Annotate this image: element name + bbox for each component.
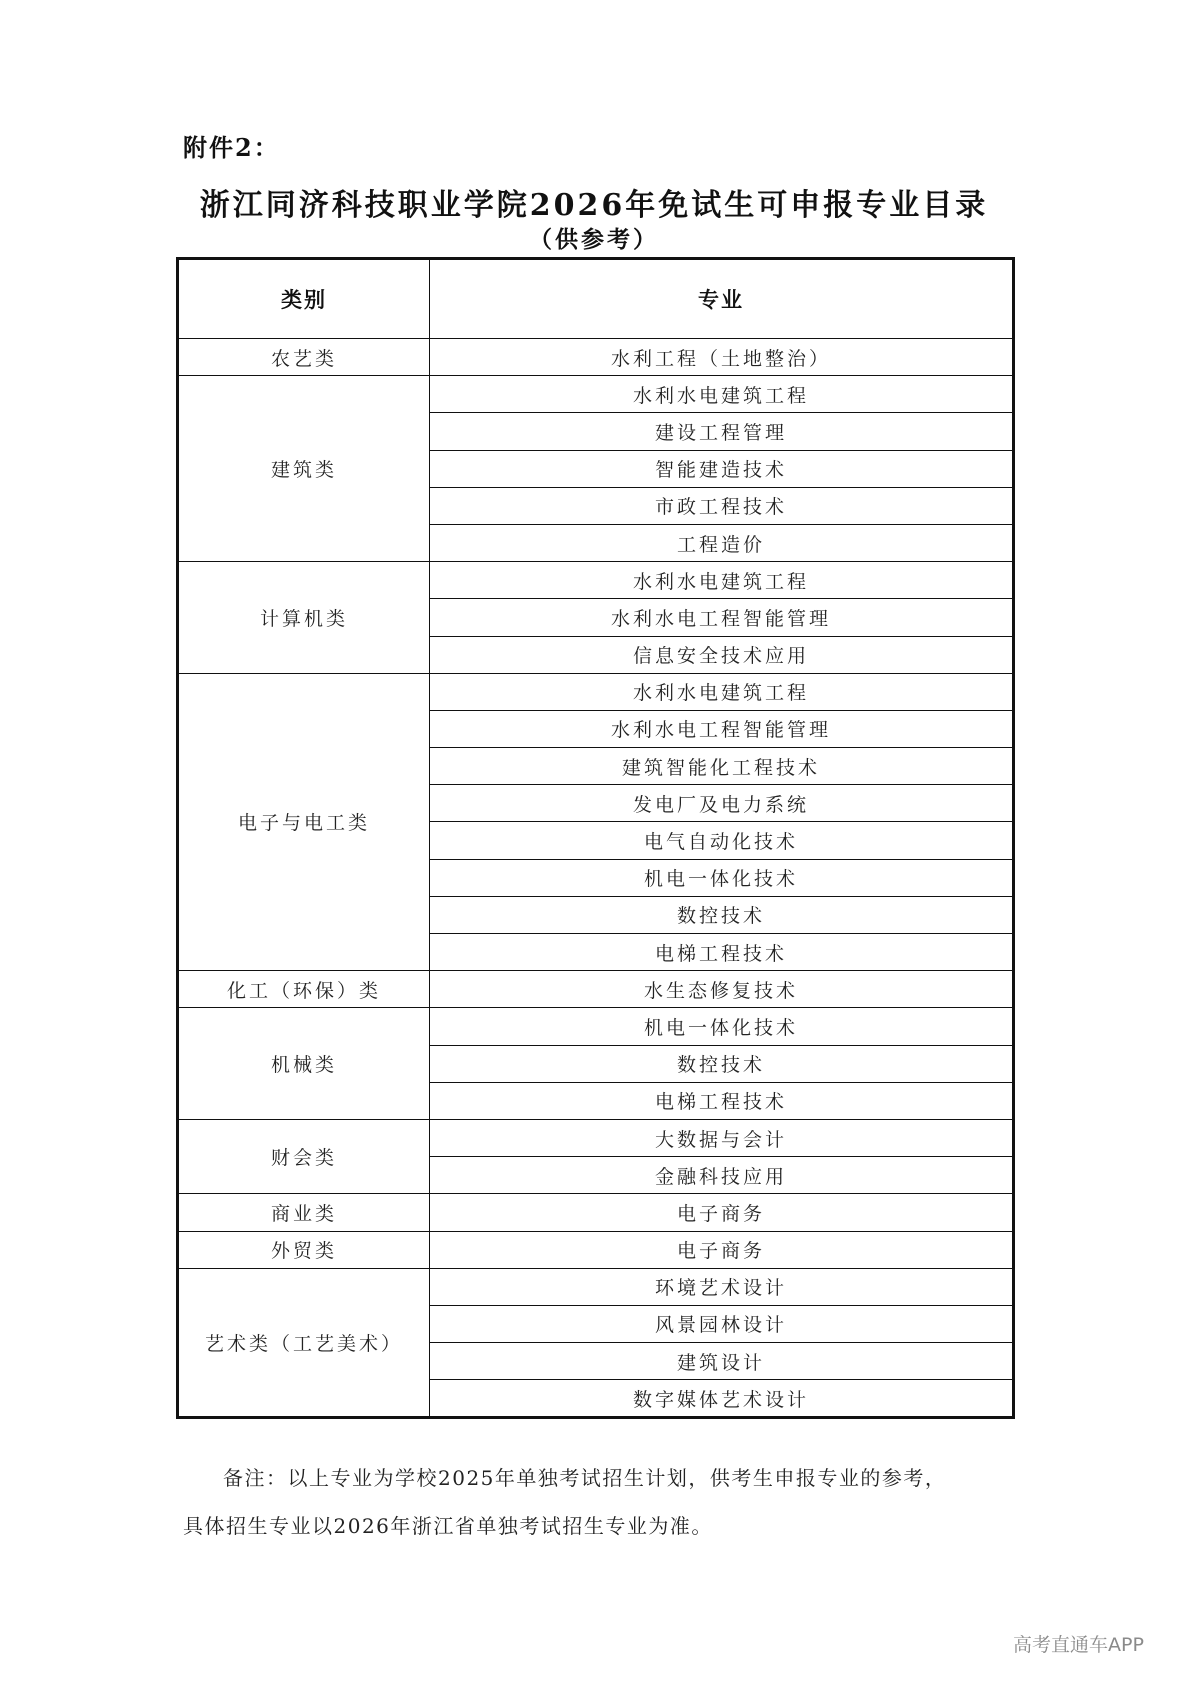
major-cell: 电梯工程技术 — [430, 934, 1014, 971]
category-cell: 商业类 — [178, 1194, 430, 1231]
major-cell: 数控技术 — [430, 1045, 1014, 1082]
major-cell: 智能建造技术 — [430, 450, 1014, 487]
category-cell: 建筑类 — [178, 376, 430, 562]
category-cell: 外贸类 — [178, 1231, 430, 1268]
category-cell: 财会类 — [178, 1119, 430, 1193]
major-cell: 水利水电建筑工程 — [430, 376, 1014, 413]
category-cell: 计算机类 — [178, 562, 430, 674]
attachment-label: 附件2： — [183, 133, 280, 162]
major-cell: 建设工程管理 — [430, 413, 1014, 450]
table-row — [178, 1268, 1014, 1305]
major-cell: 水利水电建筑工程 — [430, 562, 1014, 599]
major-cell: 电气自动化技术 — [430, 822, 1014, 859]
major-cell: 电子商务 — [430, 1194, 1014, 1231]
document-subtitle: （供参考） — [529, 226, 659, 253]
major-cell: 建筑设计 — [430, 1343, 1014, 1380]
header-category: 类别 — [178, 259, 430, 339]
category-cell: 艺术类（工艺美术） — [178, 1268, 430, 1418]
category-cell: 农艺类 — [178, 339, 430, 376]
major-cell: 机电一体化技术 — [430, 1008, 1014, 1045]
major-cell: 水利水电建筑工程 — [430, 673, 1014, 710]
major-cell: 水利水电工程智能管理 — [430, 710, 1014, 747]
table-header-row — [178, 259, 1014, 339]
table-row — [178, 673, 1014, 710]
majors-table — [176, 257, 1015, 1419]
major-cell: 大数据与会计 — [430, 1119, 1014, 1156]
header-major: 专业 — [430, 259, 1014, 339]
major-cell: 市政工程技术 — [430, 487, 1014, 524]
table-row — [178, 339, 1014, 376]
table-row — [178, 971, 1014, 1008]
major-cell: 环境艺术设计 — [430, 1268, 1014, 1305]
major-cell: 电子商务 — [430, 1231, 1014, 1268]
table-body — [178, 339, 1014, 1418]
category-cell: 化工（环保）类 — [178, 971, 430, 1008]
major-cell: 机电一体化技术 — [430, 859, 1014, 896]
major-cell: 水利工程（土地整治） — [430, 339, 1014, 376]
major-cell: 工程造价 — [430, 524, 1014, 561]
table-row — [178, 1231, 1014, 1268]
note-line-1: 备注：以上专业为学校2025年单独考试招生计划，供考生申报专业的参考， — [223, 1466, 947, 1490]
major-cell: 金融科技应用 — [430, 1157, 1014, 1194]
major-cell: 发电厂及电力系统 — [430, 785, 1014, 822]
major-cell: 水生态修复技术 — [430, 971, 1014, 1008]
major-cell: 水利水电工程智能管理 — [430, 599, 1014, 636]
table-row — [178, 376, 1014, 413]
document-title: 浙江同济科技职业学院2026年免试生可申报专业目录 — [199, 188, 989, 223]
table-row — [178, 562, 1014, 599]
major-cell: 信息安全技术应用 — [430, 636, 1014, 673]
table-row — [178, 1119, 1014, 1156]
category-cell: 机械类 — [178, 1008, 430, 1120]
note-line-2: 具体招生专业以2026年浙江省单独考试招生专业为准。 — [183, 1514, 713, 1538]
major-cell: 电梯工程技术 — [430, 1082, 1014, 1119]
major-cell: 建筑智能化工程技术 — [430, 748, 1014, 785]
major-cell: 风景园林设计 — [430, 1305, 1014, 1342]
major-cell: 数控技术 — [430, 896, 1014, 933]
table-row — [178, 1008, 1014, 1045]
category-cell: 电子与电工类 — [178, 673, 430, 971]
table-row — [178, 1194, 1014, 1231]
watermark: 高考直通车APP — [1013, 1634, 1144, 1656]
major-cell: 数字媒体艺术设计 — [430, 1380, 1014, 1418]
